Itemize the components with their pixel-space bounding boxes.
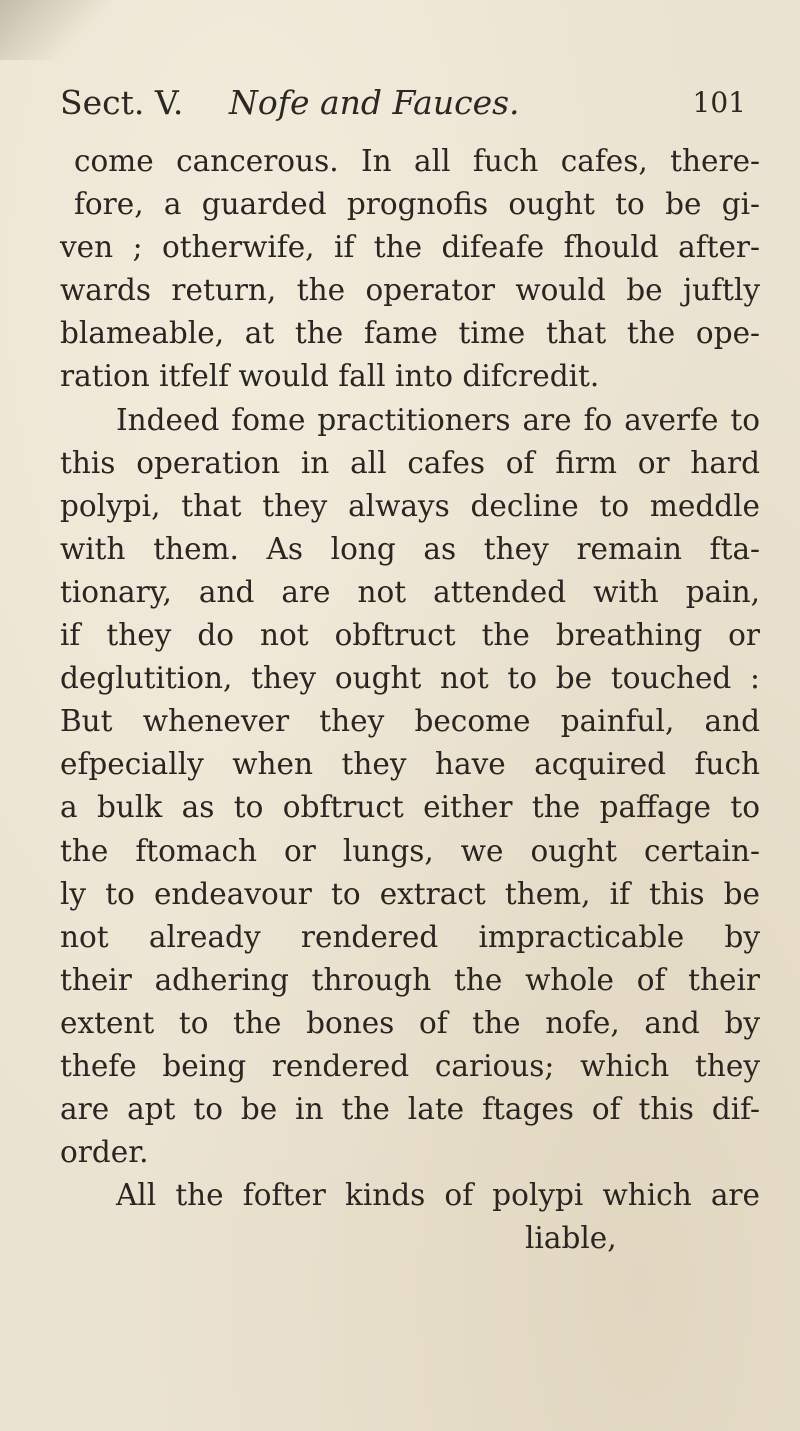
text-line: with them. As long as they remain fta- xyxy=(60,531,760,566)
running-title: Nofe and Fauces. xyxy=(229,83,520,122)
text-line: order. xyxy=(60,1135,149,1170)
text-line: extent to the bones of the nofe, and by xyxy=(60,1005,760,1040)
running-header xyxy=(60,78,746,128)
text-line: ration itfelf would fall into difcredit. xyxy=(60,359,600,394)
text-line: are apt to be in the late ftages of this dif- xyxy=(60,1092,760,1127)
body-text xyxy=(60,140,760,1260)
text-line: fore, a guarded prognofis ought to be gi- xyxy=(74,187,760,222)
text-line: efpecially when they have acquired fuch xyxy=(60,747,760,782)
page-corner-shadow xyxy=(0,0,110,60)
section-label: Sect. V. xyxy=(60,83,184,122)
text-line: not already rendered impracticable by xyxy=(60,919,760,954)
text-line: the ftomach or lungs, we ought certain- xyxy=(60,833,760,868)
text-line: tionary, and are not attended with pain, xyxy=(60,574,760,609)
text-line: ly to endeavour to extract them, if this be xyxy=(60,876,760,911)
text-line: their adhering through the whole of their xyxy=(60,962,760,997)
text-line: come cancerous. In all fuch cafes, there- xyxy=(74,144,760,178)
text-line: this operation in all cafes of firm or hard xyxy=(60,445,760,480)
text-line: Indeed fome practitioners are fo averfe to xyxy=(116,402,760,437)
text-line: All the fofter kinds of polypi which are xyxy=(116,1178,760,1213)
text-line: thefe being rendered carious; which they xyxy=(60,1048,760,1083)
text-line: a bulk as to obftruct either the paffage to xyxy=(60,790,760,825)
text-line: But whenever they become painful, and xyxy=(60,704,760,739)
text-line: blameable, at the fame time that the ope- xyxy=(60,316,760,351)
text-line: ven ; otherwife, if the difeafe fhould after- xyxy=(60,230,760,265)
text-line: if they do not obftruct the breathing or xyxy=(60,618,760,653)
text-line: deglutition, they ought not to be touched : xyxy=(60,661,760,696)
catchword: liable, xyxy=(525,1221,617,1256)
text-line: wards return, the operator would be juftly xyxy=(60,273,760,308)
text-line: polypi, that they always decline to meddle xyxy=(60,488,760,523)
page-number: 101 xyxy=(692,86,746,119)
